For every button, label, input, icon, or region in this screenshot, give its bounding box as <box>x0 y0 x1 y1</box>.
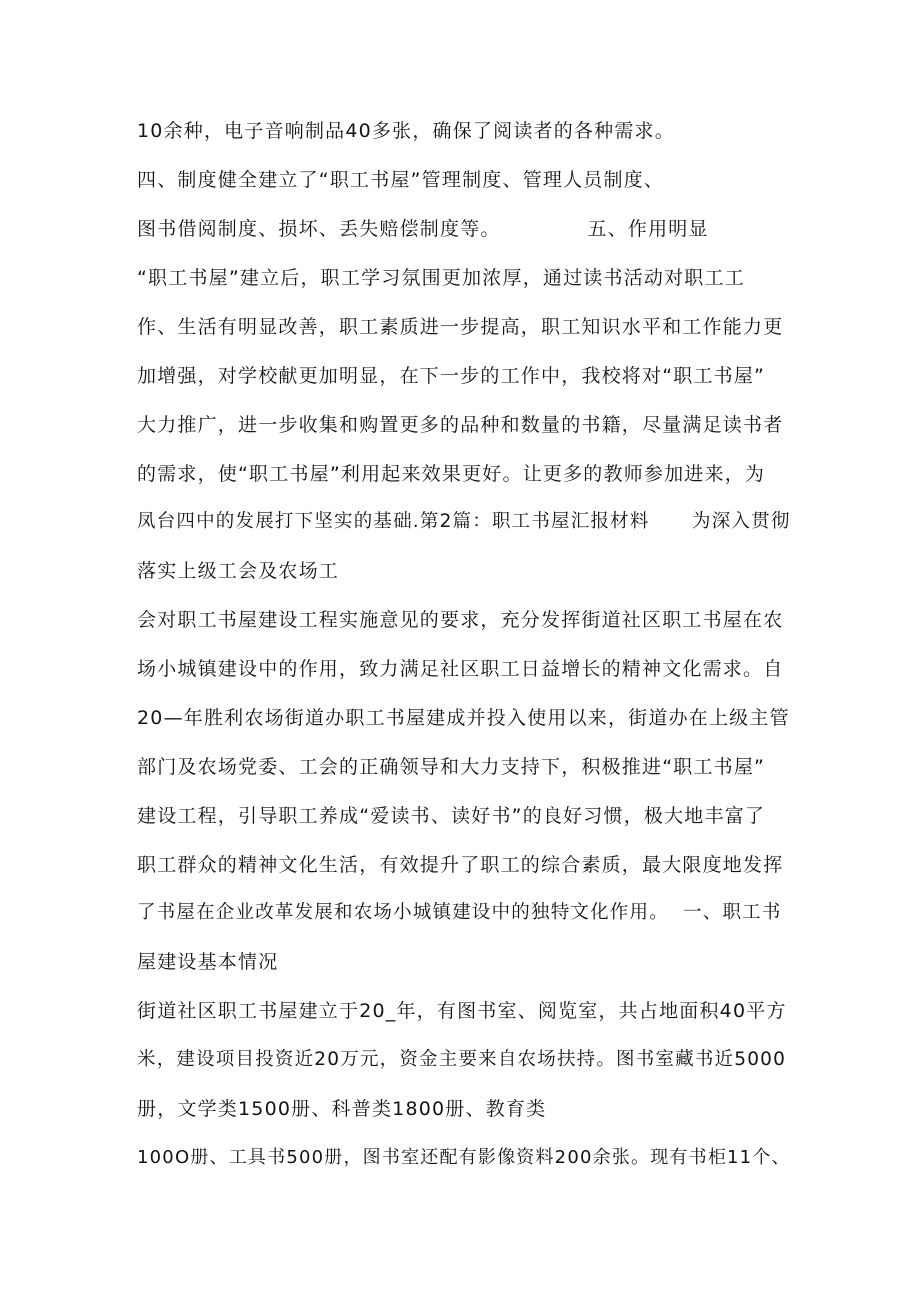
text-line: “职工书屋”建立后，职工学习氛围更加浓厚，通过读书活动对职工工 <box>137 267 745 289</box>
text-line: 的需求，使“职工书屋”利用起来效果更好。让更多的教师参加进来，为 <box>137 463 766 485</box>
text-line: 四、制度健全建立了“职工书屋”管理制度、管理人员制度、 <box>137 169 665 191</box>
text-line: 100O册、工具书500册，图书室还配有影像资料200余张。现有书柜11个、 <box>137 1147 791 1168</box>
text-line: 20—年胜利农场街道办职工书屋建成并投入使用以来，街道办在上级主管 <box>137 707 790 729</box>
text-line: 建设工程，引导职工养成“爱读书、读好书”的良好习惯，极大地丰富了 <box>137 805 766 827</box>
text-line: 大力推广，进一步收集和购置更多的品种和数量的书籍，尽量满足读书者 <box>137 414 784 436</box>
text-line: 册，文学类1500册、科普类1800册、教育类 <box>137 1098 547 1120</box>
text-line: 街道社区职工书屋建立于20_年，有图书室、阅览室，共占地面积40平方 <box>137 1000 787 1022</box>
text-line: 场小城镇建设中的作用，致力满足社区职工日益增长的精神文化需求。自 <box>137 658 784 680</box>
text-line: 部门及农场党委、工会的正确领导和大力支持下，积极推进“职工书屋” <box>137 756 766 778</box>
text-line: 落实上级工会及农场工 <box>137 560 340 582</box>
text-line: 图书借阅制度、损坏、丢失赔偿制度等。 五、作用明显 <box>137 218 709 240</box>
text-line: 10余种，电子音响制品40多张，确保了阅读者的各种需求。 <box>137 120 675 142</box>
text-line: 会对职工书屋建设工程实施意见的要求，充分发挥街道社区职工书屋在农 <box>137 609 784 631</box>
text-line: 加增强，对学校献更加明显，在下一步的工作中，我校将对“职工书屋” <box>137 365 766 387</box>
text-line: 职工群众的精神文化生活，有效提升了职工的综合素质，最大限度地发挥 <box>137 854 784 876</box>
text-line: 屋建设基本情况 <box>137 951 279 973</box>
text-line: 作、生活有明显改善，职工素质进一步提高，职工知识水平和工作能力更 <box>137 316 784 338</box>
text-line: 了书屋在企业改革发展和农场小城镇建设中的独特文化作用。 一、职工书 <box>137 902 782 923</box>
text-line: 凤台四中的发展打下坚实的基础.第2篇：职工书屋汇报材料 为深入贯彻 <box>137 511 791 532</box>
text-line: 米，建设项目投资近20万元，资金主要来自农场扶持。图书室藏书近5000 <box>137 1049 787 1070</box>
